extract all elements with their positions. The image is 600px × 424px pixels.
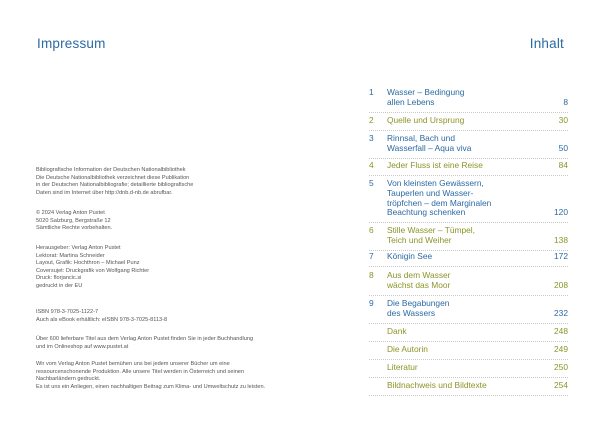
- toc-title-line: wächst das Moor: [387, 279, 451, 290]
- toc-entry-title: [387, 179, 491, 218]
- toc-entry-title: [387, 271, 450, 291]
- toc-entry-page: 50: [558, 142, 568, 153]
- page-title-impressum: Impressum: [37, 36, 106, 51]
- toc-separator: [369, 341, 568, 342]
- toc-entry-title: [387, 161, 483, 171]
- toc-separator: [369, 266, 568, 267]
- toc-title-line: Die Begabungen: [387, 298, 450, 308]
- text-line: Coversujet: Druckgrafik von Wolfgang Richter: [36, 267, 150, 274]
- text-line: und im Onlineshop auf www.pustet.at: [36, 343, 129, 350]
- toc-title-line: Beachtung schenken: [387, 207, 466, 218]
- toc-title-line: tröpfchen – dem Marginalen: [387, 197, 492, 208]
- toc-separator: [369, 112, 568, 113]
- toc-title-line: Wasserfall – Aqua viva: [387, 142, 472, 153]
- text-line: Druck: florjancic.si: [36, 275, 82, 281]
- toc-entry-number: 7: [369, 251, 374, 261]
- text-line: ressourcenschonende Produktion. Alle unsere Titel werden in Österreich und seinen: [36, 368, 245, 375]
- text-line: Sämtliche Rechte vorbehalten.: [36, 225, 113, 231]
- toc-separator: [369, 175, 568, 176]
- text-line: Lektorat: Martina Schneider: [36, 252, 105, 259]
- toc-separator: [369, 395, 568, 396]
- toc-entry-title: [387, 88, 464, 108]
- isbn-block: [36, 309, 266, 324]
- toc-entry-title: [387, 252, 432, 262]
- right-page-inhalt: [300, 0, 600, 424]
- toc-separator: [369, 222, 568, 223]
- text-line: ISBN 978-3-7025-1122-7: [36, 309, 99, 315]
- toc-separator: [369, 323, 568, 324]
- text-line: 5020 Salzburg, Bergstraße 12: [36, 217, 111, 224]
- toc-entry-page: 138: [554, 234, 568, 245]
- text-line: gedruckt in der EU: [36, 282, 83, 289]
- text-line: Bibliografische Information der Deutschen Nationalbibliothek: [36, 167, 186, 173]
- toc-entry-number: 2: [369, 115, 374, 125]
- toc-title-line: Rinnsal, Bach und: [387, 133, 455, 143]
- toc-title-line: Dank: [387, 326, 407, 336]
- toc-entry-title: [387, 381, 487, 391]
- toc-title-line: Von kleinsten Gewässern,: [387, 178, 484, 188]
- toc-entry-page: 172: [554, 251, 568, 261]
- text-line: Auch als eBook erhältlich: eISBN 978-3-7025-8113-8: [36, 316, 168, 323]
- toc-separator: [369, 158, 568, 159]
- toc-entry-page: 254: [554, 380, 568, 390]
- toc-entry-number: 4: [369, 160, 374, 170]
- toc-title-line: Stille Wasser – Tümpel,: [387, 225, 475, 235]
- toc-entry-page: 250: [554, 362, 568, 372]
- toc-title-line: Tauperlen und Wasser-: [387, 187, 474, 198]
- toc-separator: [369, 130, 568, 131]
- toc-title-line: Bildnachweis und Bildtexte: [387, 380, 487, 390]
- text-line: Herausgeber: Verlag Anton Pustet: [36, 245, 121, 251]
- toc-title-line: Jeder Fluss ist eine Reise: [387, 160, 483, 170]
- toc-entry-title: [387, 134, 471, 154]
- toc-separator: [369, 295, 568, 296]
- text-line: Layout, Grafik: Hochthron – Michael Punz: [36, 260, 140, 266]
- toc-title-line: Literatur: [387, 362, 418, 372]
- toc-title-line: Königin See: [387, 251, 433, 261]
- credits-block: [36, 245, 266, 290]
- toc-title-line: Aus dem Wasser: [387, 270, 451, 280]
- toc-title-line: allen Lebens: [387, 96, 435, 107]
- toc-entry-page: 30: [558, 115, 568, 125]
- text-line: Die Deutsche Nationalbibliothek verzeichnet diese Publikation: [36, 174, 190, 181]
- orders-block: [36, 336, 266, 351]
- text-line: Daten sind im Internet über http://dnb.d-nb.de abrufbar.: [36, 189, 173, 196]
- toc-entry-number: 1: [369, 87, 374, 97]
- toc-entry-page: 84: [558, 160, 568, 170]
- toc-entry-title: [387, 363, 418, 373]
- toc-separator: [369, 359, 568, 360]
- text-line: © 2024 Verlag Anton Pustet: [36, 210, 105, 216]
- toc-title-line: des Wassers: [387, 307, 436, 318]
- sustainability-note: [36, 361, 266, 391]
- toc-entry-number: 5: [369, 178, 374, 188]
- toc-entry-page: 8: [563, 96, 568, 107]
- toc-entry-number: 9: [369, 298, 374, 308]
- toc-entry-title: [387, 116, 464, 126]
- text-line: Es ist uns ein Anliegen, einen nachhaltigen Beitrag zum Klima- und Umweltschutz zu leisten.: [36, 383, 266, 390]
- toc-entry-title: [387, 226, 475, 246]
- toc-entry-page: 248: [554, 326, 568, 336]
- toc-entry-number: 3: [369, 133, 374, 143]
- toc-entry-title: [387, 327, 407, 337]
- toc-entry-page: 249: [554, 344, 568, 354]
- text-line: Über 600 lieferbare Titel aus dem Verlag Anton Pustet finden Sie in jeder Buchhandlung: [36, 336, 254, 342]
- toc-entry-number: 6: [369, 225, 374, 235]
- text-line: Nachbarländern gedruckt.: [36, 376, 101, 382]
- toc-entry-title: [387, 345, 428, 355]
- toc-entry-page: 120: [554, 207, 568, 218]
- toc-title-line: Die Autorin: [387, 344, 428, 354]
- page-title-inhalt: Inhalt: [529, 36, 564, 51]
- toc-entry-number: 8: [369, 270, 374, 280]
- toc-entry-page: 232: [554, 307, 568, 318]
- copyright-block: [36, 210, 266, 233]
- toc-separator: [369, 377, 568, 378]
- text-line: in der Deutschen Nationalbibliografie; detaillierte bibliografische: [36, 182, 194, 188]
- toc-entry-page: 208: [554, 279, 568, 290]
- toc-title-line: Quelle und Ursprung: [387, 115, 465, 125]
- toc-title-line: Teich und Weiher: [387, 234, 452, 245]
- toc-entry-title: [387, 299, 449, 319]
- text-line: Wir vom Verlag Anton Pustet bemühen uns bei jedem unserer Bücher um eine: [36, 361, 230, 367]
- toc-title-line: Wasser – Bedingung: [387, 87, 465, 97]
- bibliographic-info: [36, 167, 266, 197]
